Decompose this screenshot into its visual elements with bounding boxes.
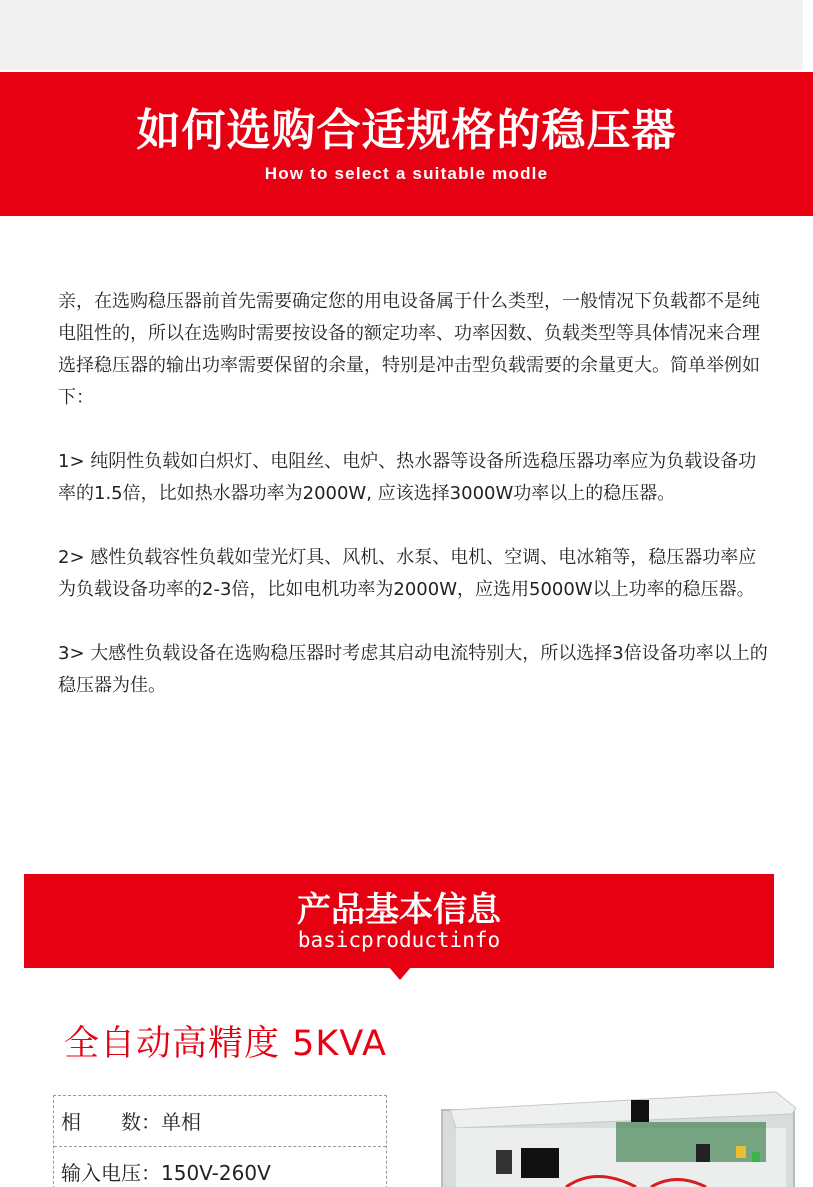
spec-value: 150V-260V (161, 1161, 271, 1185)
spec-value: 单相 (161, 1110, 201, 1134)
section-subtitle: basicproductinfo (297, 928, 501, 952)
resistive-load-paragraph: 1> 纯阴性负载如白炽灯、电阻丝、电炉、热水器等设备所选稳压器功率应为负载设备功率的1.5倍，比如热水器功率为2000W, 应该选择3000W功率以上的稳压器。 (58, 451, 757, 504)
intro-paragraph: 亲，在选购稳压器前首先需要确定您的用电设备属于什么类型，一般情况下负载都不是纯电阻性的，所以在选购时需要按设备的额定功率、功率因数、负载类型等具体情况来合理选择稳压器的输出功率需要保留的余量，特别是冲击型负载需要的余量更大。简单举例如下： (58, 291, 760, 408)
hero-banner (0, 72, 813, 216)
spec-label: 相 数： (61, 1110, 161, 1134)
spec-row-input-voltage (54, 1147, 386, 1187)
spec-table (53, 1095, 387, 1187)
section-header (24, 874, 774, 968)
section-title: 产品基本信息 (297, 890, 501, 930)
spec-label: 输入电压： (61, 1161, 161, 1185)
product-name: 全自动高精度 5KVA (64, 1024, 387, 1064)
product-photo (436, 1088, 796, 1187)
section-notch (388, 966, 412, 980)
hero-title: 如何选购合适规格的稳压器 (136, 105, 677, 156)
large-inductive-load-paragraph: 3> 大感性负载设备在选购稳压器时考虑其启动电流特别大，所以选择3倍设备功率以上的稳压器为佳。 (58, 643, 768, 696)
spec-row-phase (54, 1096, 386, 1147)
hero-subtitle: How to select a suitable modle (264, 164, 549, 183)
top-gray-banner (0, 0, 803, 70)
inductive-load-paragraph: 2> 感性负载容性负载如莹光灯具、风机、水泵、电机、空调、电冰箱等，稳压器功率应为负载设备功率的2-3倍，比如电机功率为2000W，应选用5000W以上功率的稳压器。 (58, 547, 757, 600)
intro-text (58, 286, 770, 734)
